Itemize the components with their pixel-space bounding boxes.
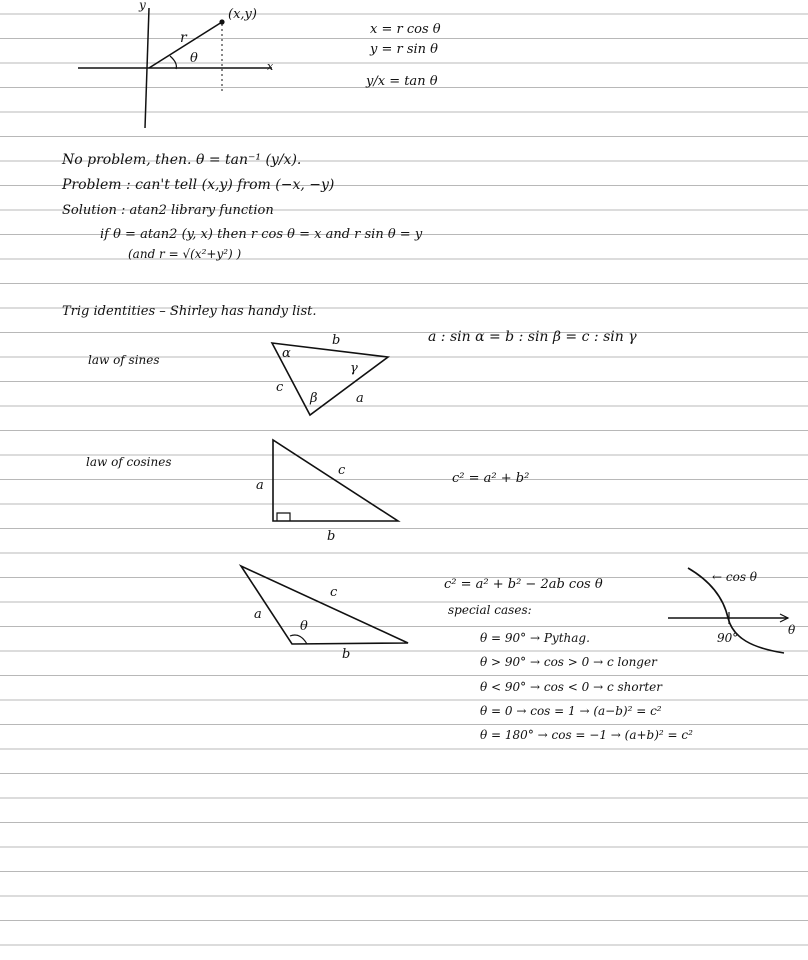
polar-eq-tan: y/x = tan θ xyxy=(366,74,438,89)
point-label: (x,y) xyxy=(228,7,257,22)
sines-angle-beta: β xyxy=(310,391,318,406)
note-line-6: Trig identities – Shirley has handy list. xyxy=(62,304,317,319)
cosines-side-c: c xyxy=(338,463,346,478)
sines-formula: a : sin α = b : sin β = c : sin γ xyxy=(428,329,637,345)
cosines-side-a: a xyxy=(256,478,264,493)
general-angle-theta: θ xyxy=(300,619,308,634)
sines-side-b: b xyxy=(332,333,341,348)
special-case: θ = 0 → cos = 1 → (a−b)² = c² xyxy=(480,704,662,718)
special-case: θ = 180° → cos = −1 → (a+b)² = c² xyxy=(480,728,693,742)
cosines-side-b: b xyxy=(327,529,336,544)
general-side-b: b xyxy=(342,647,351,662)
general-side-a: a xyxy=(254,607,262,622)
sines-side-c: c xyxy=(276,380,284,395)
special-cases-heading: special cases: xyxy=(448,603,532,617)
note-line-3: Solution : atan2 library function xyxy=(62,203,274,218)
sines-angle-gamma: γ xyxy=(350,361,358,376)
cos-tick-label: 90° xyxy=(717,631,739,645)
sines-side-a: a xyxy=(356,391,364,406)
sines-heading: law of sines xyxy=(88,353,160,367)
cos-curve-label: ← cos θ xyxy=(712,570,758,584)
note-line-1: No problem, then. θ = tan⁻¹ (y/x). xyxy=(62,152,302,168)
polar-eq-x: x = r cos θ xyxy=(370,22,441,37)
cos-axis-label: θ xyxy=(788,623,796,637)
special-case: θ < 90° → cos < 0 → c shorter xyxy=(480,680,663,694)
polar-eq-y: y = r sin θ xyxy=(370,42,439,57)
general-side-c: c xyxy=(330,585,338,600)
r-label: r xyxy=(180,30,187,46)
general-formula: c² = a² + b² − 2ab cos θ xyxy=(444,577,603,592)
sines-angle-alpha: α xyxy=(282,346,291,361)
y-axis-label: y xyxy=(139,0,146,12)
note-line-5: (and r = √(x²+y²) ) xyxy=(128,247,242,261)
theta-label: θ xyxy=(190,51,198,66)
cosines-formula: c² = a² + b² xyxy=(452,471,530,486)
special-case: θ > 90° → cos > 0 → c longer xyxy=(480,655,657,669)
cosines-heading: law of cosines xyxy=(86,455,172,469)
note-line-2: Problem : can't tell (x,y) from (−x, −y) xyxy=(62,177,335,193)
special-case: θ = 90° → Pythag. xyxy=(480,631,590,645)
x-axis-label: x xyxy=(267,60,274,73)
note-line-4: if θ = atan2 (y, x) then r cos θ = x and r sin θ = y xyxy=(100,227,423,242)
